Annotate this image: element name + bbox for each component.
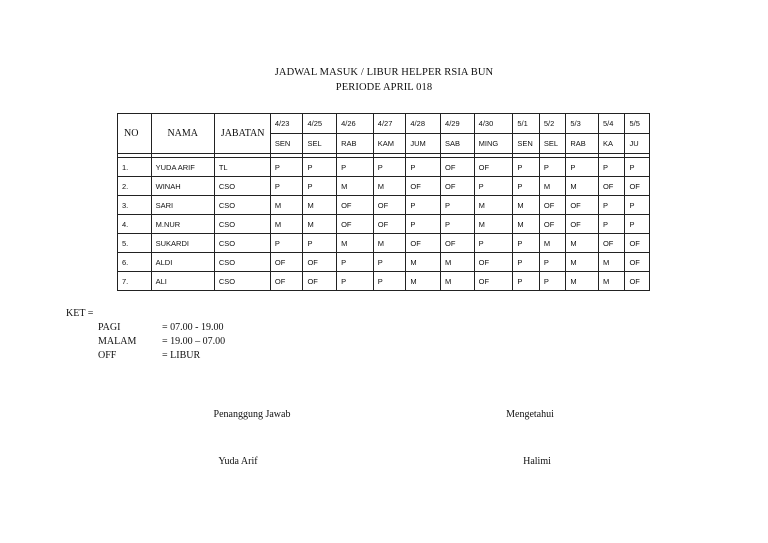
shift-cell: P — [406, 215, 441, 234]
signature-left-role: Penanggung Jawab — [213, 409, 291, 420]
shift-cell: P — [474, 177, 513, 196]
shift-cell: OF — [406, 234, 441, 253]
shift-cell: P — [406, 196, 441, 215]
shift-cell: P — [625, 215, 650, 234]
signature-right-role: Mengetahui — [506, 409, 554, 420]
shift-cell: M — [566, 234, 599, 253]
row-jabatan: CSO — [214, 196, 270, 215]
shift-cell: P — [598, 215, 624, 234]
row-no: 3. — [118, 196, 152, 215]
row-jabatan: CSO — [214, 253, 270, 272]
date-header: 5/3 — [566, 114, 599, 134]
legend-key: PAGI — [98, 322, 121, 333]
shift-cell: OF — [474, 272, 513, 291]
legend-value: = LIBUR — [162, 350, 201, 361]
shift-cell: P — [270, 234, 303, 253]
shift-cell: OF — [598, 234, 624, 253]
date-header: 4/30 — [474, 114, 513, 134]
date-header: 5/1 — [513, 114, 539, 134]
shift-cell: M — [303, 215, 337, 234]
table-row — [118, 272, 650, 291]
shift-cell: P — [539, 272, 565, 291]
shift-cell: OF — [337, 196, 374, 215]
shift-cell: M — [566, 272, 599, 291]
row-no: 2. — [118, 177, 152, 196]
shift-cell: M — [539, 234, 565, 253]
row-jabatan: TL — [214, 158, 270, 177]
shift-cell: OF — [441, 158, 475, 177]
shift-cell: P — [598, 196, 624, 215]
shift-cell: P — [513, 253, 539, 272]
legend-item — [98, 350, 200, 361]
shift-cell: P — [337, 253, 374, 272]
legend-key: OFF — [98, 350, 117, 361]
shift-cell: P — [539, 253, 565, 272]
shift-cell: P — [513, 158, 539, 177]
shift-cell: P — [625, 158, 650, 177]
shift-cell: OF — [474, 158, 513, 177]
date-header: 4/29 — [441, 114, 475, 134]
day-header: JU — [625, 134, 650, 154]
shift-cell: P — [373, 158, 406, 177]
row-jabatan: CSO — [214, 215, 270, 234]
shift-cell: M — [337, 234, 374, 253]
shift-cell: OF — [474, 253, 513, 272]
legend-title: KET = — [66, 308, 94, 319]
day-header: SEN — [513, 134, 539, 154]
day-header: SEL — [303, 134, 337, 154]
shift-cell: M — [373, 177, 406, 196]
legend-value: = 07.00 - 19.00 — [162, 322, 224, 333]
day-header: SAB — [441, 134, 475, 154]
signature-left-name: Yuda Arif — [218, 456, 258, 467]
shift-cell: P — [303, 234, 337, 253]
table-row — [118, 196, 650, 215]
table-row — [118, 253, 650, 272]
legend-value: = 19.00 – 07.00 — [162, 336, 226, 347]
table-row — [118, 177, 650, 196]
shift-cell: P — [270, 158, 303, 177]
row-nama: WINAH — [151, 177, 214, 196]
date-header: 5/5 — [625, 114, 650, 134]
shift-cell: OF — [598, 177, 624, 196]
shift-cell: P — [598, 158, 624, 177]
shift-cell: P — [441, 215, 475, 234]
shift-cell: M — [373, 234, 406, 253]
shift-cell: P — [474, 234, 513, 253]
shift-cell: P — [337, 272, 374, 291]
legend-key: MALAM — [98, 336, 137, 347]
shift-cell: OF — [373, 196, 406, 215]
shift-cell: P — [303, 177, 337, 196]
day-header: JUM — [406, 134, 441, 154]
shift-cell: OF — [625, 177, 650, 196]
shift-cell: M — [303, 196, 337, 215]
shift-cell: P — [270, 177, 303, 196]
document-title: JADWAL MASUK / LIBUR HELPER RSIA BUN — [274, 67, 494, 78]
shift-cell: OF — [539, 196, 565, 215]
shift-cell: M — [441, 253, 475, 272]
shift-cell: M — [566, 177, 599, 196]
row-jabatan: CSO — [214, 234, 270, 253]
shift-cell: P — [337, 158, 374, 177]
shift-cell: M — [270, 215, 303, 234]
legend-item — [98, 336, 225, 347]
shift-cell: OF — [303, 272, 337, 291]
shift-cell: P — [513, 234, 539, 253]
shift-cell: P — [373, 253, 406, 272]
signature-right-name: Halimi — [523, 456, 551, 467]
shift-cell: OF — [373, 215, 406, 234]
row-nama: YUDA ARIF — [151, 158, 214, 177]
shift-cell: P — [303, 158, 337, 177]
header-nama: NAMA — [151, 114, 214, 154]
shift-cell: M — [539, 177, 565, 196]
shift-cell: M — [406, 253, 441, 272]
shift-cell: OF — [270, 253, 303, 272]
shift-cell: OF — [303, 253, 337, 272]
header-jabatan: JABATAN — [214, 114, 270, 154]
day-header: KA — [598, 134, 624, 154]
row-no: 5. — [118, 234, 152, 253]
shift-cell: M — [598, 253, 624, 272]
shift-cell: M — [474, 215, 513, 234]
row-nama: M.NUR — [151, 215, 214, 234]
shift-cell: P — [513, 272, 539, 291]
day-header: SEN — [270, 134, 303, 154]
shift-cell: P — [513, 177, 539, 196]
row-jabatan: CSO — [214, 272, 270, 291]
day-header: MING — [474, 134, 513, 154]
row-nama: SUKARDI — [151, 234, 214, 253]
header-no: NO — [118, 114, 152, 154]
shift-cell: OF — [337, 215, 374, 234]
schedule-table — [117, 113, 650, 291]
day-header: SEL — [539, 134, 565, 154]
shift-cell: P — [566, 158, 599, 177]
shift-cell: OF — [270, 272, 303, 291]
date-header: 5/2 — [539, 114, 565, 134]
shift-cell: OF — [539, 215, 565, 234]
shift-cell: OF — [441, 234, 475, 253]
row-nama: ALDI — [151, 253, 214, 272]
shift-cell: M — [441, 272, 475, 291]
shift-cell: OF — [625, 234, 650, 253]
shift-cell: OF — [625, 272, 650, 291]
day-header: RAB — [566, 134, 599, 154]
table-row — [118, 234, 650, 253]
shift-cell: OF — [625, 253, 650, 272]
date-header: 4/25 — [303, 114, 337, 134]
shift-cell: M — [406, 272, 441, 291]
row-no: 6. — [118, 253, 152, 272]
day-header: KAM — [373, 134, 406, 154]
date-header: 5/4 — [598, 114, 624, 134]
row-no: 4. — [118, 215, 152, 234]
table-row — [118, 158, 650, 177]
shift-cell: P — [406, 158, 441, 177]
row-nama: ALI — [151, 272, 214, 291]
date-header: 4/27 — [373, 114, 406, 134]
shift-cell: M — [337, 177, 374, 196]
shift-cell: M — [566, 253, 599, 272]
legend-item — [98, 322, 223, 333]
shift-cell: M — [513, 196, 539, 215]
shift-cell: M — [270, 196, 303, 215]
shift-cell: OF — [441, 177, 475, 196]
shift-cell: OF — [566, 196, 599, 215]
document-period: PERIODE APRIL 018 — [335, 82, 433, 93]
shift-cell: P — [373, 272, 406, 291]
shift-cell: P — [539, 158, 565, 177]
date-header: 4/28 — [406, 114, 441, 134]
date-header: 4/26 — [337, 114, 374, 134]
shift-cell: P — [625, 196, 650, 215]
table-row — [118, 215, 650, 234]
shift-cell: OF — [406, 177, 441, 196]
shift-cell: M — [598, 272, 624, 291]
shift-cell: OF — [566, 215, 599, 234]
row-no: 1. — [118, 158, 152, 177]
shift-cell: M — [474, 196, 513, 215]
row-jabatan: CSO — [214, 177, 270, 196]
row-no: 7. — [118, 272, 152, 291]
date-header: 4/23 — [270, 114, 303, 134]
day-header: RAB — [337, 134, 374, 154]
shift-cell: M — [513, 215, 539, 234]
row-nama: SARI — [151, 196, 214, 215]
shift-cell: P — [441, 196, 475, 215]
